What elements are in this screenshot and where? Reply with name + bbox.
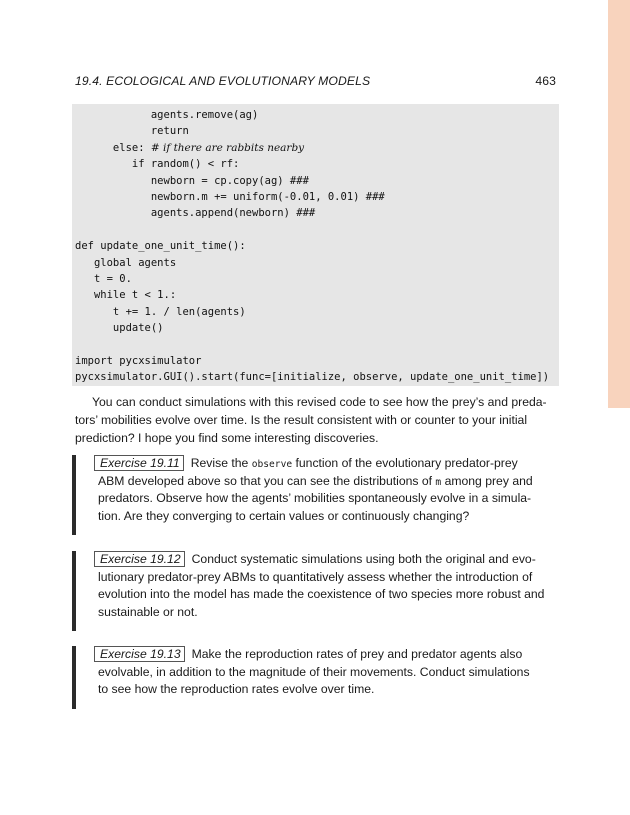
exercise-line: Exercise 19.12 Conduct systematic simulations using both the original and evo-: [98, 551, 556, 569]
chapter-side-tab: [608, 0, 630, 408]
exercise-line: Exercise 19.11 Revise the observe function of the evolutionary predator-prey: [98, 455, 556, 473]
paragraph-line: tors’ mobilities evolve over time. Is the result consistent with or counter to your initial: [75, 412, 528, 427]
exercise-line: evolution into the model has made the coexistence of two species more robust and: [98, 587, 545, 602]
exercise-19-13: [72, 646, 556, 709]
code-line: agents.append(newborn) ###: [75, 207, 316, 220]
exercise-label: Exercise 19.11: [94, 455, 184, 471]
code-line: pycxsimulator.GUI().start(func=[initialize, observe, update_one_unit_time]): [75, 371, 550, 384]
code-listing: [72, 104, 559, 386]
code-line: newborn.m += uniform(-0.01, 0.01) ###: [75, 190, 385, 203]
exercise-line: Exercise 19.13 Make the reproduction rates of prey and predator agents also: [98, 646, 556, 664]
exercise-line: predators. Observe how the agents’ mobilities spontaneously evolve in a simula-: [98, 491, 532, 506]
exercise-label: Exercise 19.13: [94, 646, 185, 662]
exercise-19-11: [72, 455, 556, 535]
code-line: if random() < rf:: [75, 158, 240, 171]
code-line: else: # if there are rabbits nearby: [75, 141, 305, 154]
code-line: newborn = cp.copy(ag) ###: [75, 174, 309, 187]
code-line: def update_one_unit_time():: [75, 240, 246, 253]
code-line: [75, 222, 559, 238]
code-line: while t < 1.:: [75, 289, 177, 302]
body-paragraph: [75, 394, 556, 447]
exercise-line: sustainable or not.: [98, 604, 198, 619]
code-line: update(): [75, 322, 164, 335]
running-header: [75, 74, 556, 90]
exercise-line: tion. Are they converging to certain values or continuously changing?: [98, 508, 470, 523]
exercise-line: evolvable, in addition to the magnitude of their movements. Conduct simulations: [98, 664, 530, 679]
code-line: [75, 336, 559, 352]
code-comment: # if there are rabbits nearby: [150, 141, 305, 154]
paragraph-line: You can conduct simulations with this revised code to see how the prey’s and preda-: [92, 395, 547, 409]
code-line: import pycxsimulator: [75, 354, 202, 367]
code-line: t += 1. / len(agents): [75, 305, 246, 318]
code-line: global agents: [75, 256, 177, 269]
code-line: t = 0.: [75, 272, 132, 285]
code-line: agents.remove(ag): [75, 109, 259, 121]
inline-code: m: [435, 476, 442, 488]
exercise-line: ABM developed above so that you can see the distributions of m among prey and: [98, 473, 533, 488]
inline-code: observe: [251, 459, 293, 470]
code-line: return: [75, 125, 189, 138]
page-number: 463: [535, 74, 556, 88]
exercise-line: lutionary predator-prey ABMs to quantitatively assess whether the introduction of: [98, 569, 533, 584]
paragraph-line: prediction? I hope you find some interesting discoveries.: [75, 430, 379, 445]
exercise-label: Exercise 19.12: [94, 551, 185, 567]
exercise-19-12: [72, 551, 556, 631]
section-title: 19.4. ECOLOGICAL AND EVOLUTIONARY MODELS: [75, 74, 371, 88]
exercise-line: to see how the reproduction rates evolve over time.: [98, 682, 375, 697]
